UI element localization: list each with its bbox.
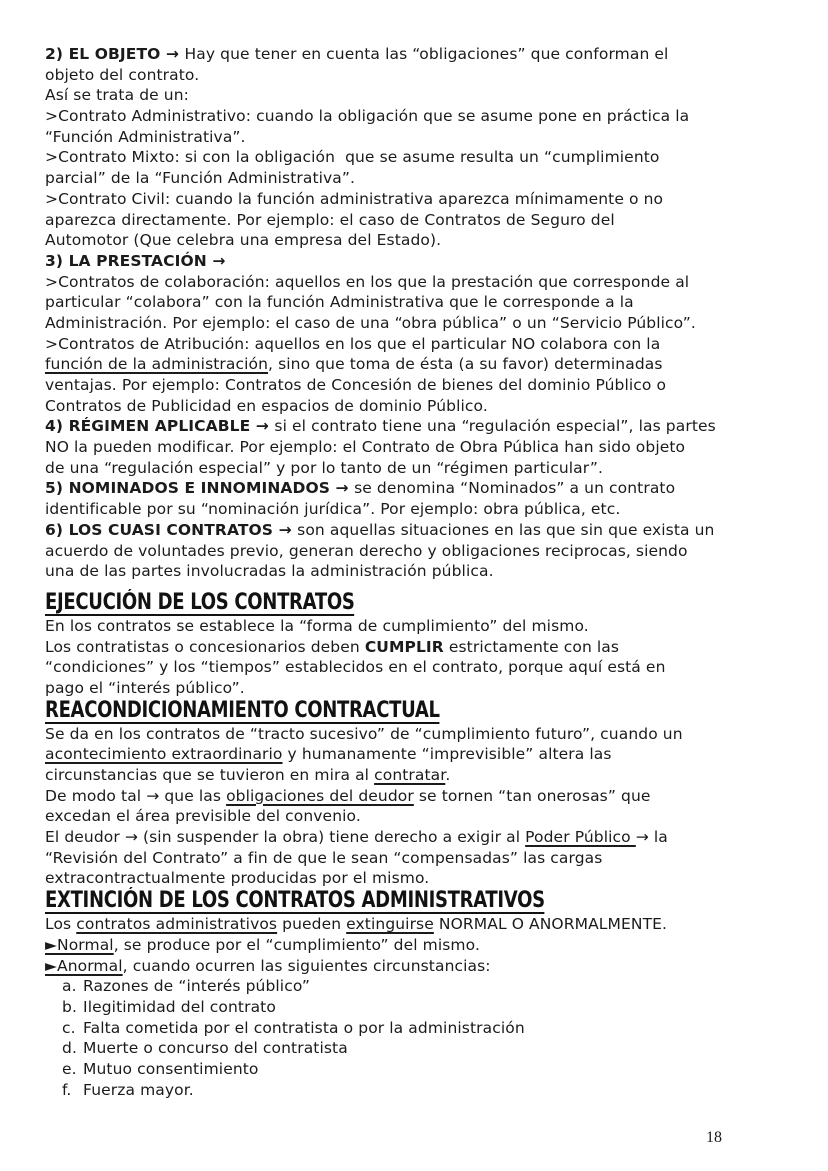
- text-line: [45, 127, 801, 148]
- list-item-marker: e.: [62, 1059, 77, 1078]
- text-run: Poder Público: [525, 828, 636, 847]
- section-heading: [45, 591, 801, 616]
- text-run: Muerte o concurso del contratista: [78, 1039, 348, 1058]
- text-line: [45, 806, 801, 827]
- text-run: Así se trata de un:: [45, 86, 189, 105]
- text-run: 3) LA PRESTACIÓN →: [45, 251, 226, 270]
- text-line: [45, 437, 801, 458]
- text-line: [45, 520, 801, 541]
- text-run: CUMPLIR: [364, 637, 444, 656]
- text-line: [45, 106, 801, 127]
- text-run: 6) LOS CUASI CONTRATOS →: [45, 520, 298, 539]
- text-run: “condiciones” y los “tiempos” establecidos en el contrato, porque aquí está en: [45, 658, 666, 677]
- text-run: función de la administración: [45, 355, 269, 374]
- text-run: acuerdo de voluntades previo, generan derecho y obligaciones reciprocas, siendo: [45, 541, 688, 560]
- text-line: [45, 147, 801, 168]
- text-run: se tornen “tan onerosas” que: [413, 786, 651, 805]
- text-line: [45, 396, 801, 417]
- text-run: Automotor (Que celebra una empresa del Estado).: [45, 231, 442, 250]
- text-run: De modo tal → que las: [45, 786, 227, 805]
- text-line: [45, 272, 801, 293]
- section-heading-text: REACONDICIONAMIENTO CONTRACTUAL: [45, 697, 440, 723]
- text-line: [45, 354, 801, 375]
- text-line: [45, 827, 801, 848]
- text-run: extinguirse: [346, 915, 434, 934]
- text-run: aparezca directamente. Por ejemplo: el caso de Contratos de Seguro del: [45, 210, 615, 229]
- text-run: estrictamente con las: [443, 637, 620, 656]
- page-number: 18: [706, 1129, 722, 1146]
- text-line: [45, 375, 801, 396]
- text-run: son aquellas situaciones en las que sin que exista un: [297, 520, 715, 539]
- text-run: Fuerza mayor.: [78, 1080, 194, 1099]
- list-item: [45, 1080, 801, 1101]
- text-run: ►Normal: [45, 935, 114, 954]
- list-item: [45, 1038, 801, 1059]
- text-run: Administración. Por ejemplo: el caso de una “obra pública” o un “Servicio Público”.: [45, 313, 696, 332]
- text-run: Contratos de Publicidad en espacios de dominio Público.: [45, 396, 488, 415]
- text-run: , cuando ocurren las siguientes circunstancias:: [122, 956, 491, 975]
- text-line: [45, 678, 801, 699]
- text-run: de una “regulación especial” y por lo tanto de un “régimen particular”.: [45, 458, 604, 477]
- text-line: [45, 65, 801, 86]
- text-run: y humanamente “imprevisible” altera las: [282, 745, 612, 764]
- text-run: → la: [635, 828, 668, 847]
- text-run: Ilegitimidad del contrato: [78, 997, 276, 1016]
- text-run: , sino que toma de ésta (a su favor) determinadas: [268, 355, 663, 374]
- text-line: [45, 561, 801, 582]
- text-run: se denomina “Nominados” a un contrato: [354, 479, 676, 498]
- text-line: [45, 292, 801, 313]
- text-line: [45, 334, 801, 355]
- text-run: obligaciones del deudor: [226, 786, 414, 805]
- text-run: “Revisión del Contrato” a fin de que le sean “compensadas” las cargas: [45, 848, 603, 867]
- text-run: 4) RÉGIMEN APLICABLE →: [45, 417, 275, 436]
- text-run: 2) EL OBJETO →: [45, 45, 185, 63]
- text-run: Hay que tener en cuenta las “obligaciones” que conforman el: [184, 45, 669, 63]
- text-line: [45, 848, 801, 869]
- text-line: [45, 657, 801, 678]
- text-run: contratos administrativos: [76, 915, 278, 934]
- text-line: [45, 724, 801, 745]
- list-item: [45, 1018, 801, 1039]
- text-line: [45, 786, 801, 807]
- text-line: [45, 85, 801, 106]
- text-line: [45, 499, 801, 520]
- text-line: [45, 189, 801, 210]
- text-run: , se produce por el “cumplimiento” del mismo.: [113, 935, 480, 954]
- text-run: Falta cometida por el contratista o por la administración: [78, 1018, 525, 1037]
- text-line: [45, 251, 801, 272]
- text-run: >Contrato Civil: cuando la función administrativa aparezca mínimamente o no: [45, 189, 664, 208]
- text-run: identificable por su “nominación jurídica”. Por ejemplo: obra pública, etc.: [45, 500, 621, 519]
- text-run: .: [445, 766, 451, 784]
- text-line: [45, 313, 801, 334]
- text-run: Los: [45, 915, 77, 934]
- text-run: Se da en los contratos de “tracto sucesivo” de “cumplimiento futuro”, cuando un: [45, 724, 683, 743]
- text-run: particular “colabora” con la función Administrativa que le corresponde a la: [45, 293, 634, 312]
- list-item: [45, 997, 801, 1018]
- text-run: contratar: [374, 766, 446, 784]
- text-line: [45, 956, 801, 977]
- section-heading: [45, 699, 801, 724]
- text-line: [45, 637, 801, 658]
- text-run: >Contratos de colaboración: aquellos en los que la prestación que corresponde al: [45, 272, 690, 291]
- list-item-marker: d.: [62, 1039, 77, 1058]
- text-run: excedan el área previsible del convenio.: [45, 807, 361, 826]
- text-run: si el contrato tiene una “regulación especial”, las partes: [274, 417, 716, 436]
- text-run: Razones de “interés público”: [78, 977, 310, 996]
- list-item-marker: c.: [62, 1018, 76, 1037]
- text-run: pago el “interés público”.: [45, 678, 245, 697]
- text-run: acontecimiento extraordinario: [45, 745, 283, 764]
- text-line: [45, 765, 801, 786]
- list-item: [45, 976, 801, 997]
- text-run: NO la pueden modificar. Por ejemplo: el Contrato de Obra Pública han sido objeto: [45, 438, 686, 457]
- text-line: [45, 478, 801, 499]
- text-line: [45, 168, 801, 189]
- text-line: [45, 935, 801, 956]
- text-line: [45, 868, 801, 889]
- text-run: ventajas. Por ejemplo: Contratos de Concesión de bienes del dominio Público o: [45, 376, 667, 394]
- text-run: parcial” de la “Función Administrativa”.: [45, 169, 356, 188]
- text-line: [45, 210, 801, 231]
- section-heading-text: EXTINCIÓN DE LOS CONTRATOS ADMINISTRATIVOS: [45, 888, 545, 914]
- text-line: [45, 744, 801, 765]
- text-run: ►Anormal: [45, 956, 123, 975]
- list-item: [45, 1059, 801, 1080]
- text-run: Los contratistas o concesionarios deben: [45, 637, 365, 656]
- text-run: circunstancias que se tuvieron en mira al: [45, 766, 375, 784]
- section-heading: [45, 889, 801, 914]
- text-run: una de las partes involucradas la administración pública.: [45, 562, 494, 581]
- text-line: [45, 416, 801, 437]
- text-run: objeto del contrato.: [45, 65, 200, 84]
- list-item-marker: f.: [62, 1080, 72, 1099]
- text-run: NORMAL O ANORMALMENTE.: [433, 915, 668, 934]
- text-line: [45, 541, 801, 562]
- text-run: En los contratos se establece la “forma de cumplimiento” del mismo.: [45, 616, 589, 635]
- text-line: [45, 458, 801, 479]
- text-line: [45, 230, 801, 251]
- text-run: El deudor → (sin suspender la obra) tiene derecho a exigir al: [45, 828, 526, 847]
- text-run: >Contratos de Atribución: aquellos en los que el particular NO colabora con la: [45, 334, 661, 353]
- text-line: [45, 44, 801, 65]
- section-heading-text: EJECUCIÓN DE LOS CONTRATOS: [45, 589, 355, 615]
- text-run: >Contrato Mixto: si con la obligación que se asume resulta un “cumplimiento: [45, 148, 660, 167]
- text-run: extracontractualmente producidas por el mismo.: [45, 869, 430, 888]
- text-run: 5) NOMINADOS E INNOMINADOS →: [45, 479, 355, 498]
- document-content: [45, 44, 801, 1100]
- text-run: Mutuo consentimiento: [78, 1059, 259, 1078]
- list-item-marker: b.: [62, 997, 77, 1016]
- text-line: [45, 616, 801, 637]
- text-run: “Función Administrativa”.: [45, 127, 246, 146]
- list-item-marker: a.: [62, 977, 77, 996]
- text-line: [45, 914, 801, 935]
- text-run: pueden: [277, 915, 347, 934]
- text-run: >Contrato Administrativo: cuando la obligación que se asume pone en práctica la: [45, 107, 690, 126]
